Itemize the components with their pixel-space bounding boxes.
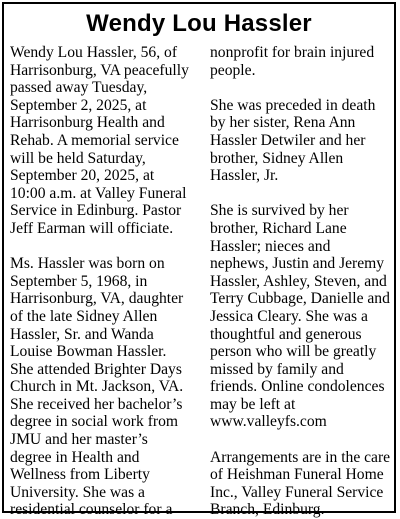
text-line: degree in social work from: [10, 413, 179, 431]
text-line: Church in Mt. Jackson, VA.: [10, 378, 184, 396]
left-column: [10, 44, 200, 519]
text-line: University. She was a: [10, 483, 145, 501]
text-line: residential counselor for a: [10, 501, 173, 519]
text-line: nephews, Justin and Jeremy: [210, 255, 385, 273]
text-line: Harrisonburg, VA peacefully: [10, 61, 189, 79]
text-line: Harrisonburg, VA, daughter: [10, 290, 184, 308]
text-line: thoughtful and generous: [210, 325, 362, 343]
text-line: Harrisonburg Health and: [10, 114, 165, 132]
text-line: friends. Online condolences: [210, 378, 385, 396]
website-link: www.valleyfs.com: [210, 413, 327, 431]
text-line: of the late Sidney Allen: [10, 307, 158, 325]
text-line: passed away Tuesday,: [10, 79, 148, 97]
right-paragraph-2: [210, 97, 396, 185]
right-paragraph-3: [210, 202, 396, 431]
text-line: missed by family and: [210, 360, 344, 378]
text-line: Wellness from Liberty: [10, 466, 150, 484]
text-line: Ms. Hassler was born on: [10, 255, 165, 273]
obituary-title: Wendy Lou Hassler: [86, 10, 312, 37]
text-line: brother, Richard Lane: [210, 219, 347, 237]
text-line: Inc., Valley Funeral Service: [210, 483, 384, 501]
right-column: [210, 44, 396, 519]
left-paragraph-1: [10, 44, 200, 238]
text-line: Hassler; nieces and: [210, 237, 331, 255]
paragraph-gap: [10, 238, 200, 256]
text-line: Hassler, Sr. and Wanda: [10, 325, 154, 343]
text-line: Arrangements are in the care: [210, 448, 391, 466]
text-line: She was preceded in death: [210, 96, 376, 114]
text-line: Terry Cubbage, Danielle and: [210, 290, 390, 308]
text-line: Hassler, Ashley, Steven, and: [210, 272, 387, 290]
left-paragraph-2: [10, 255, 200, 519]
text-line: Jessica Cleary. She was a: [210, 307, 368, 325]
paragraph-gap: [210, 185, 396, 203]
text-line: brother, Sidney Allen: [210, 149, 344, 167]
obituary-frame: [2, 2, 396, 519]
right-paragraph-1: [210, 44, 396, 79]
text-line: Jeff Earman will officiate.: [10, 219, 174, 237]
text-line: will be held Saturday,: [10, 149, 146, 167]
text-line: Hassler Detwiler and her: [210, 131, 366, 149]
text-line: Hassler, Jr.: [210, 167, 279, 185]
text-line: may be left at: [210, 395, 296, 413]
text-line: Rehab. A memorial service: [10, 131, 179, 149]
text-line: of Heishman Funeral Home: [210, 466, 384, 484]
text-line: nonprofit for brain injured: [210, 44, 375, 61]
paragraph-gap: [210, 431, 396, 449]
text-line: She attended Brighter Days: [10, 360, 182, 378]
text-line: Branch, Edinburg.: [210, 501, 325, 519]
text-line: She is survived by her: [210, 202, 349, 220]
text-line: She received her bachelor’s: [10, 395, 183, 413]
text-line: September 5, 1968, in: [10, 272, 148, 290]
text-line: person who will be greatly: [210, 343, 377, 361]
right-paragraph-4: [210, 449, 396, 519]
text-line: 10:00 a.m. at Valley Funeral: [10, 184, 187, 202]
text-line: JMU and her master’s: [10, 431, 148, 449]
text-line: degree in Health and: [10, 448, 140, 466]
text-line: by her sister, Rena Ann: [210, 114, 356, 132]
paragraph-gap: [210, 79, 396, 97]
text-line: September 2, 2025, at: [10, 96, 147, 114]
text-line: Wendy Lou Hassler, 56, of: [10, 44, 178, 61]
text-line: people.: [210, 61, 256, 79]
text-line: September 20, 2025, at: [10, 167, 155, 185]
text-line: Service in Edinburg. Pastor: [10, 202, 182, 220]
text-line: Louise Bowman Hassler.: [10, 343, 167, 361]
